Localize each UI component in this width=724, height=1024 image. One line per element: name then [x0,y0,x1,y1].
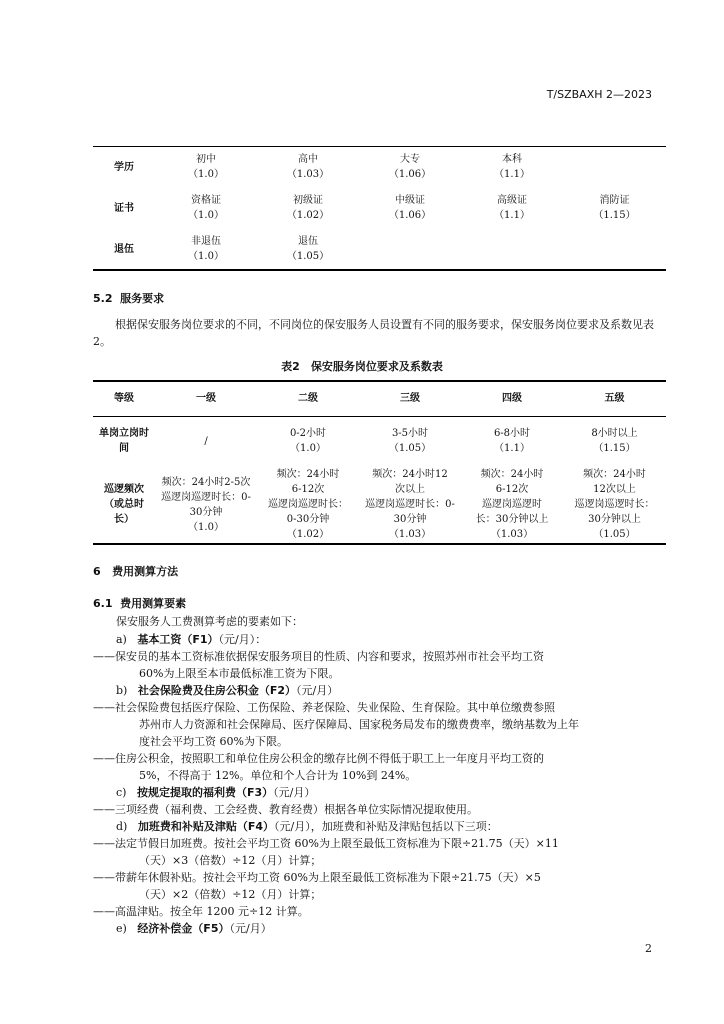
table-cell: 频次：24小时 6-12次 巡逻岗巡逻时长： 0-30分钟 （1.02） [268,469,348,540]
table2-bottom-rule [93,543,666,545]
column-header: 五级 [604,393,625,405]
page-number: 2 [645,942,652,955]
item-d-dash-3: ——高温津贴。按全年 1200 元÷12 计算。 [93,905,309,918]
row-label: 证书 [114,202,134,214]
row-label: 巡逻频次 （或总时 长） [104,484,144,525]
table-cell: 频次：24小时2-5次 巡逻岗巡逻时长：0- 30分钟 （1.0） [161,476,251,533]
column-header: 四级 [502,393,522,405]
item-d-dash-1: ——法定节假日加班费。按社会平均工资 60%为上限至最低工资标准为下限÷21.75（天）×11 [93,837,559,850]
table-2 [93,382,666,543]
item-c-dash-1: ——三项经费（福利费、工会经费、教育经费）根据各单位实际情况提取使用。 [93,803,478,816]
table-cell: 资格证 （1.0） [188,195,224,221]
document-id: T/SZBAXH 2—2023 [546,88,652,101]
row-label: 学历 [114,161,134,173]
item-b-dash-1: ——社会保险费包括医疗保险、工伤保险、养老保险、失业保险、生育保险。其中单位缴费参照 [93,701,555,714]
item-d-dash-1-cont: （天）×3（倍数）÷12（月）计算； [139,854,322,867]
table-cell: 非退伍 （1.0） [188,236,224,262]
table-row [93,466,666,543]
table-cell: 本科 （1.1） [494,154,530,180]
table-cell: 大专 （1.06） [388,154,432,180]
section-6-heading: 6 费用测算方法 [93,565,179,578]
item-a-dash-1: ——保安员的基本工资标准依据保安服务项目的性质、内容和要求，按照苏州市社会平均工资 [93,650,544,663]
table-cell: 频次：24小时 6-12次 巡逻岗巡逻时 长：30分钟以上 （1.03） [475,469,549,540]
table-cell [563,229,666,269]
column-header: 二级 [298,393,318,405]
item-d-dash-2-cont: （天）×2（倍数）÷12（月）计算； [139,888,322,901]
table-cell [563,147,666,187]
table-cell: 消防证 （1.15） [593,195,636,221]
table-cell: 0-2小时 （1.0） [289,428,327,455]
table-cell: 初中 （1.0） [188,154,224,180]
section-6-1-intro: 保安服务人工费测算考虑的要素如下： [116,615,303,628]
column-header: 等级 [114,393,134,405]
item-a-dash-1-cont: 60%为上限至本市最低标准工资为下限。 [139,667,340,680]
item-a: a) 基本工资（F1）（元/月）： [116,633,267,646]
table-row [93,187,666,229]
table-cell: / [204,435,208,447]
table-cell: 退伍 （1.05） [286,236,330,262]
table-cell: 3-5小时 （1.05） [388,428,432,455]
table-row [93,229,666,269]
table-cell [359,229,461,269]
table-cell: 高级证 （1.1） [494,195,530,221]
item-b: b) 社会保险费及住房公积金（F2）（元/月） [116,684,339,697]
row-label: 退伍 [114,243,134,255]
coefficient-table [93,147,666,269]
table-row [93,416,666,466]
item-d: d) 加班费和补贴及津贴（F4）（元/月），加班费和补贴及津贴包括以下三项： [116,820,498,833]
section-6-1-heading: 6.1 费用测算要素 [93,597,187,610]
item-b-dash-1-cont2: 度社会平均工资 60%为下限。 [139,735,288,748]
table-2-caption: 表2 保安服务岗位要求及系数表 [281,360,443,373]
section-5-2-heading: 5.2 服务要求 [93,292,165,305]
table-cell: 6-8小时 （1.1） [493,428,531,455]
table-cell: 频次：24小时 12次以上 巡逻岗巡逻时长： 30分钟以上 （1.05） [574,469,655,540]
table-row [93,147,666,187]
row-label: 单岗立岗时 间 [99,428,149,455]
table-cell: 中级证 （1.06） [388,195,432,221]
item-e: e) 经济补偿金（F5）（元/月） [116,922,272,935]
table-cell [461,229,563,269]
item-c: c) 按规定提取的福利费（F3）（元/月） [116,786,316,799]
table-cell: 8小时以上 （1.15） [591,428,638,455]
item-d-dash-2: ——带薪年休假补贴。按社会平均工资 60%为上限至最低工资标准为下限÷21.75（天）×5 [93,871,541,884]
item-b-dash-2-cont: 5%，不得高于 12%。单位和个人合计为 10%到 24%。 [139,769,417,782]
column-header: 三级 [400,393,420,405]
item-b-dash-2: ——住房公积金，按照职工和单位住房公积金的缴存比例不得低于职工上一年度月平均工资的 [93,752,544,765]
table-cell: 高中 （1.03） [286,154,330,180]
table-bottom-rule [93,269,666,271]
column-header: 一级 [196,393,216,405]
section-5-2-paragraph: 根据保安服务岗位要求的不同，不同岗位的保安服务人员设置有不同的服务要求，保安服务岗位要求及系数见表2。 [93,318,654,348]
table-cell: 初级证 （1.02） [286,195,330,221]
table-cell: 频次：24小时12 次以上 巡逻岗巡逻时长：0-30分钟 （1.03） [365,469,455,540]
item-b-dash-1-cont: 苏州市人力资源和社会保障局、医疗保障局、国家税务局发布的缴费费率，缴纳基数为上年 [139,718,579,731]
